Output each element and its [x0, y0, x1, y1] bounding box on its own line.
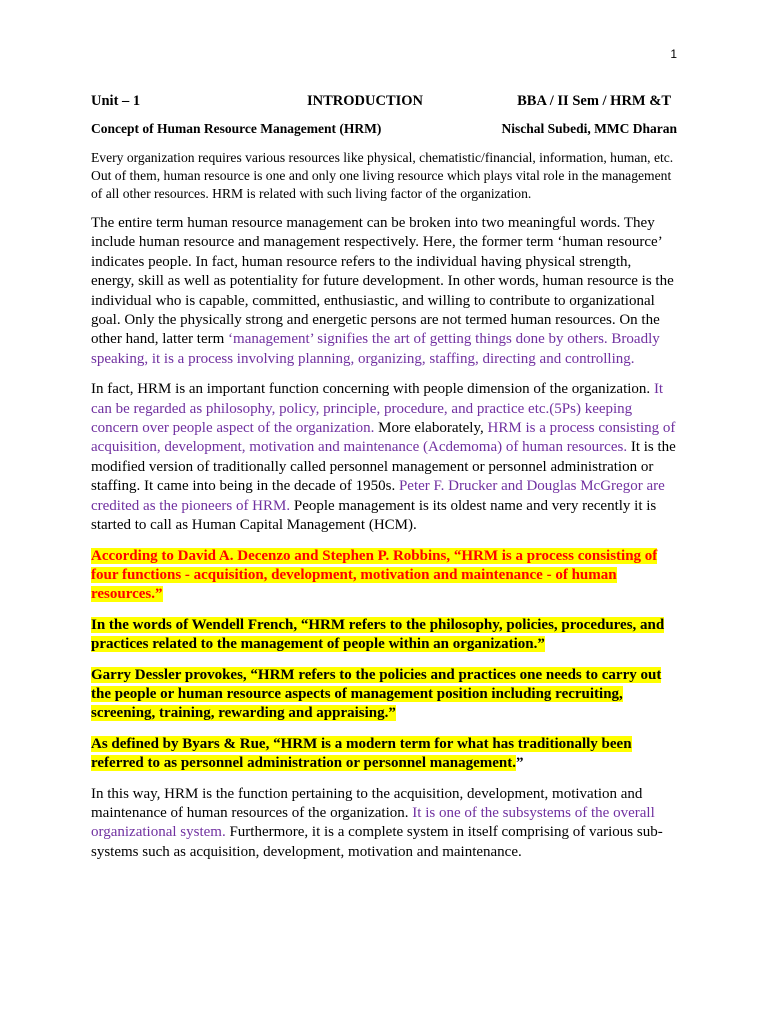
page-number: 1	[670, 47, 677, 61]
text-segment: In fact, HRM is an important function concerning with people dimension of the organization.	[91, 381, 654, 398]
emphasis-segment: ‘management’ signifies the art of getting things done by others. Broadly speaking, it is a process involving planning, organizing, staffing, directing and controlling.	[91, 331, 660, 367]
text-segment: People management is its oldest name and very recently it is started to call as Human Capital Management (HCM).	[91, 497, 657, 534]
paragraph-conclusion	[91, 785, 678, 863]
emphasis-segment: It can be regarded as philosophy, policy, principle, procedure, and practice etc.(5Ps) keeping concern over people aspect of the organization.	[91, 381, 664, 437]
emphasis-segment: Peter F. Drucker and Douglas McGregor are credited as the pioneers of HRM.	[91, 478, 665, 514]
document-body	[91, 93, 678, 862]
unit-label: Unit – 1	[91, 93, 141, 109]
text-segment: The entire term human resource management can be broken into two meaningful words. They include human resource and management respectively. Here, the former term ‘human resource’ indicates people. In fact, human resource refers to the individual having physical strength, energy, skill as well as potentiality for future development. In other words, human resource is the individual who is capable, committed, enthusiastic, and willing to contribute to organizational goal. Only the physically strong and energetic persons are not termed human resources. On the other hand, latter term	[91, 215, 674, 348]
paragraph-hrm-meaning	[91, 214, 678, 369]
document-header	[91, 93, 678, 115]
highlighted-quote: As defined by Byars & Rue, “HRM is a modern term for what has traditionally been referred to as personnel administration or personnel management.	[91, 735, 632, 772]
highlighted-quote: Garry Dessler provokes, “HRM refers to the policies and practices one needs to carry out the people or human resource aspects of management position including recruiting, screening, training, rewarding and appraising.”	[91, 666, 662, 722]
definition-decenzo-robbins	[91, 547, 678, 605]
paragraph-hrm-function	[91, 380, 678, 535]
document-subheader	[91, 121, 678, 143]
definition-garry-dessler	[91, 666, 678, 724]
definition-wendell-french	[91, 616, 678, 655]
text-segment: It is the modified version of traditionally called personnel management or personnel administration or staffing. It came into being in the decade of 1950s.	[91, 439, 676, 495]
chapter-title: INTRODUCTION	[307, 93, 424, 109]
highlighted-quote: According to David A. Decenzo and Stephen P. Robbins, “HRM is a process consisting of four functions - acquisition, development, motivation and maintenance - of human resources.”	[91, 547, 658, 603]
emphasis-segment: HRM is a process consisting of acquisition, development, motivation and maintenance (Acdemoma) of human resources.	[91, 420, 676, 456]
author-name: Nischal Subedi, MMC Dharan	[501, 121, 677, 136]
closing-quote-mark: ”	[515, 755, 524, 772]
text-segment: More elaborately,	[374, 420, 488, 437]
definition-byars-rue	[91, 735, 678, 774]
intro-paragraph: Every organization requires various resources like physical, chematistic/financial, information, human, etc. Out of them, human resource is one and only one living resource which plays vital role in the management of all other resources. HRM is related with such living factor of the organization.	[91, 150, 674, 201]
text-segment: Furthermore, it is a complete system in itself comprising of various sub-systems such as acquisition, development, motivation and maintenance.	[91, 824, 663, 860]
highlighted-quote: In the words of Wendell French, “HRM refers to the philosophy, policies, procedures, and practices related to the management of people within an organization.”	[91, 616, 665, 653]
text-segment: In this way, HRM is the function pertaining to the acquisition, development, motivation and maintenance of human resources of the organization.	[91, 785, 643, 821]
course-label: BBA / II Sem / HRM &T	[517, 93, 671, 109]
topic-heading: Concept of Human Resource Management (HRM)	[91, 121, 382, 136]
emphasis-segment: It is one of the subsystems of the overall organizational system.	[91, 804, 655, 841]
